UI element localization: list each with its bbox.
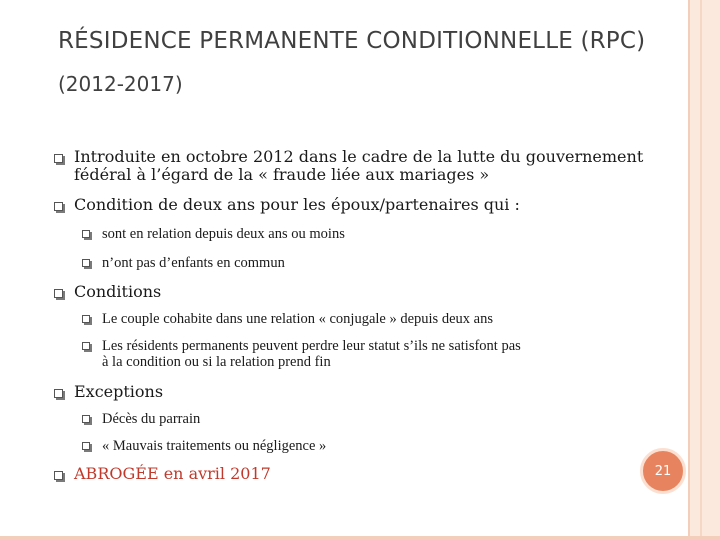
square-bullet-icon (54, 289, 63, 298)
slide-title: RÉSIDENCE PERMANENTE CONDITIONNELLE (RPC) (58, 28, 646, 54)
sub-bullet-text: « Mauvais traitements ou négligence » (102, 437, 327, 454)
sub-bullet-text: sont en relation depuis deux ans ou moins (102, 226, 345, 243)
bullet-text: Condition de deux ans pour les époux/partenaires qui : (74, 194, 520, 214)
bullet-text-highlight: ABROGÉE en avril 2017 (74, 463, 271, 483)
square-bullet-icon (82, 442, 90, 450)
square-bullet-icon (54, 202, 63, 211)
bullet-conditions (52, 283, 682, 301)
slide-subtitle: (2012-2017) (58, 72, 183, 96)
square-bullet-icon (54, 154, 63, 163)
sub-bullet-text: n’ont pas d’enfants en commun (102, 254, 285, 271)
decorative-frame-bottom (0, 536, 720, 540)
square-bullet-icon (82, 415, 90, 423)
bullet-list (52, 148, 682, 483)
bullet-text-line: fédéral à l’égard de la « fraude liée aux mariages » (74, 165, 490, 185)
sub-bullet-text: Décès du parrain (102, 411, 201, 428)
sub-bullet (52, 338, 682, 371)
bullet-text: Conditions (74, 281, 162, 301)
square-bullet-icon (82, 259, 90, 267)
sub-bullet-text-line: Les résidents permanents peuvent perdre leur statut s’ils ne satisfont pas (102, 337, 521, 354)
bullet-introduction (52, 148, 682, 185)
square-bullet-icon (82, 315, 90, 323)
bullet-text-line: Introduite en octobre 2012 dans le cadre de la lutte du gouvernement (74, 147, 644, 166)
bullet-text: Exceptions (74, 381, 164, 401)
square-bullet-icon (54, 471, 63, 480)
sub-bullet-text: Le couple cohabite dans une relation « conjugale » depuis deux ans (102, 310, 493, 327)
sub-bullet (52, 411, 682, 428)
sub-bullet (52, 255, 682, 272)
square-bullet-icon (82, 230, 90, 238)
sub-bullet (52, 438, 682, 455)
bullet-exceptions (52, 383, 682, 401)
bullet-abrogated (52, 465, 682, 483)
decorative-frame-right (688, 0, 720, 540)
bullet-condition (52, 196, 682, 214)
square-bullet-icon (54, 389, 63, 398)
sub-bullet-text-line: à la condition ou si la relation prend fin (102, 354, 331, 371)
sub-bullet (52, 311, 682, 328)
sub-bullet (52, 226, 682, 243)
square-bullet-icon (82, 342, 90, 350)
page-number-badge: 21 (640, 448, 686, 494)
